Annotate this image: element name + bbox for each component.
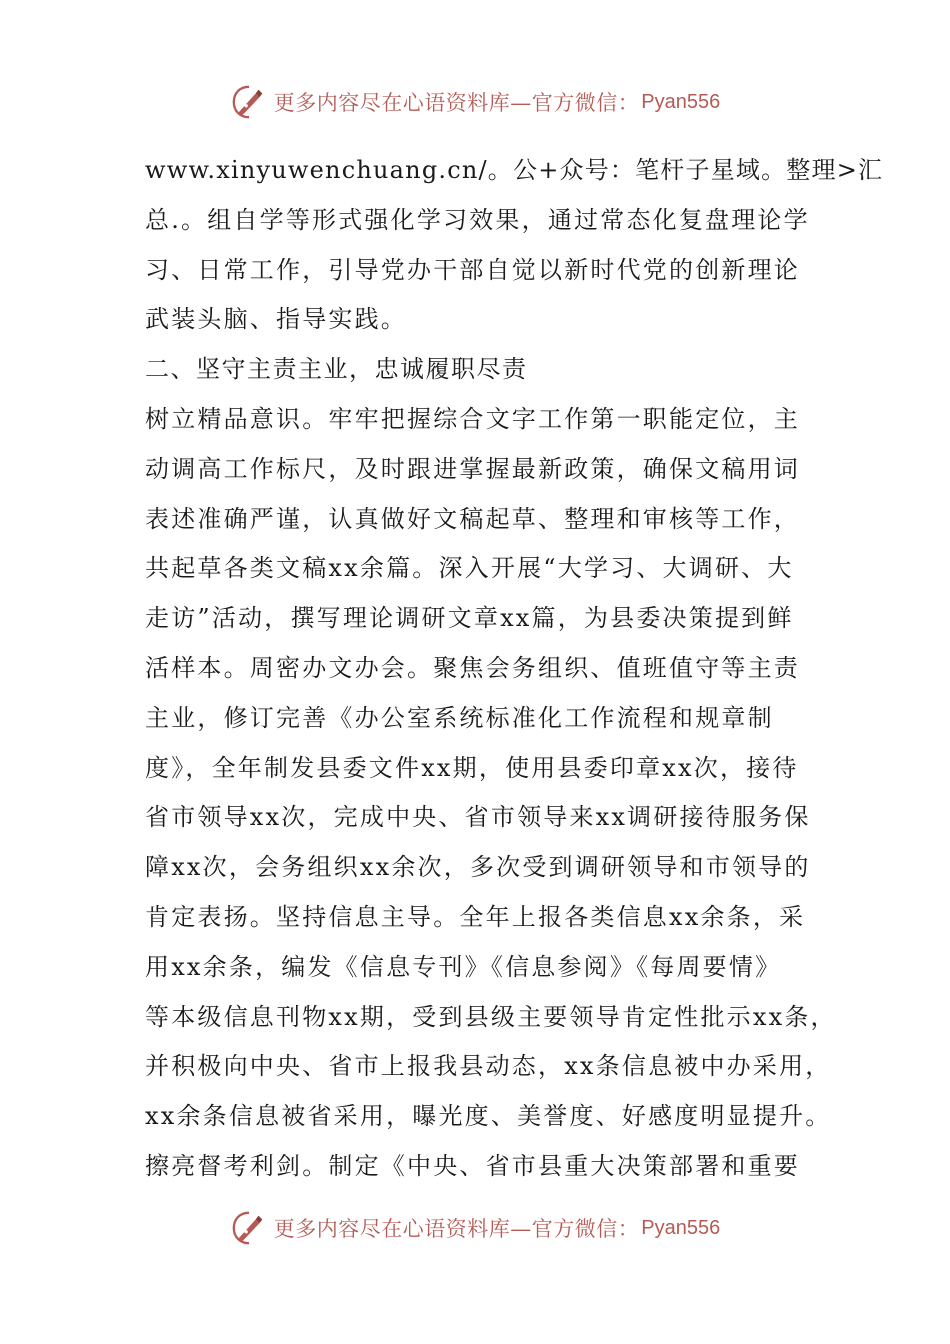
body-line: 表述准确严谨，认真做好文稿起草、整理和审核等工作， — [145, 504, 800, 533]
body-line: 动调高工作标尺，及时跟进掌握最新政策，确保文稿用词 — [145, 454, 800, 483]
document-body — [145, 146, 884, 1192]
body-line: 树立精品意识。牢牢把握综合文字工作第一职能定位，主 — [145, 404, 800, 433]
body-line: 肯定表扬。坚持信息主导。全年上报各类信息xx余条，采 — [145, 902, 806, 931]
watermark-text: 更多内容尽在心语资料库—官方微信： — [273, 91, 640, 115]
body-line: www.xinyuwenchuang.cn/。公+众号：笔杆子星域。整理>汇 — [145, 156, 884, 184]
body-line: 擦亮督考利剑。制定《中央、省市县重大决策部署和重要 — [145, 1151, 800, 1180]
body-line: 度》，全年制发县委文件xx期，使用县委印章xx次，接待 — [145, 753, 799, 782]
body-line: 总.。组自学等形式强化学习效果，通过常态化复盘理论学 — [145, 205, 810, 234]
watermark-text: 更多内容尽在心语资料库—官方微信： — [273, 1217, 640, 1241]
body-line: 主业，修订完善《办公室系统标准化工作流程和规章制 — [145, 703, 774, 732]
body-line: 武装头脑、指导实践。 — [145, 305, 407, 334]
section-heading: 二、坚守主责主业，忠诚履职尽责 — [145, 355, 528, 384]
body-line: 共起草各类文稿xx余篇。深入开展“大学习、大调研、大 — [145, 554, 794, 583]
header-watermark — [0, 78, 950, 126]
watermark-wechat-id: Pyan556 — [641, 90, 721, 113]
body-line: 障xx次，会务组织xx余次，多次受到调研领导和市领导的 — [145, 853, 811, 882]
body-line: 习、日常工作，引导党办干部自觉以新时代党的创新理论 — [145, 255, 800, 284]
body-line: 活样本。周密办文办会。聚焦会务组织、值班值守等主责 — [145, 653, 800, 682]
footer-watermark — [0, 1204, 950, 1252]
watermark-wechat-id: Pyan556 — [641, 1216, 721, 1239]
body-line: xx余条信息被省采用，曝光度、美誉度、好感度明显提升。 — [145, 1102, 832, 1131]
pen-nib-logo-icon — [230, 83, 268, 121]
body-line: 省市领导xx次，完成中央、省市领导来xx调研接待服务保 — [145, 803, 811, 832]
body-line: 并积极向中央、省市上报我县动态，xx条信息被中办采用， — [145, 1052, 832, 1081]
body-line: 等本级信息刊物xx期，受到县级主要领导肯定性批示xx条， — [145, 1002, 837, 1031]
body-line: 用xx余条，编发《信息专刊》《信息参阅》《每周要情》 — [145, 952, 782, 981]
body-line: 走访”活动，撰写理论调研文章xx篇，为县委决策提到鲜 — [145, 604, 794, 633]
pen-nib-logo-icon — [230, 1209, 268, 1247]
